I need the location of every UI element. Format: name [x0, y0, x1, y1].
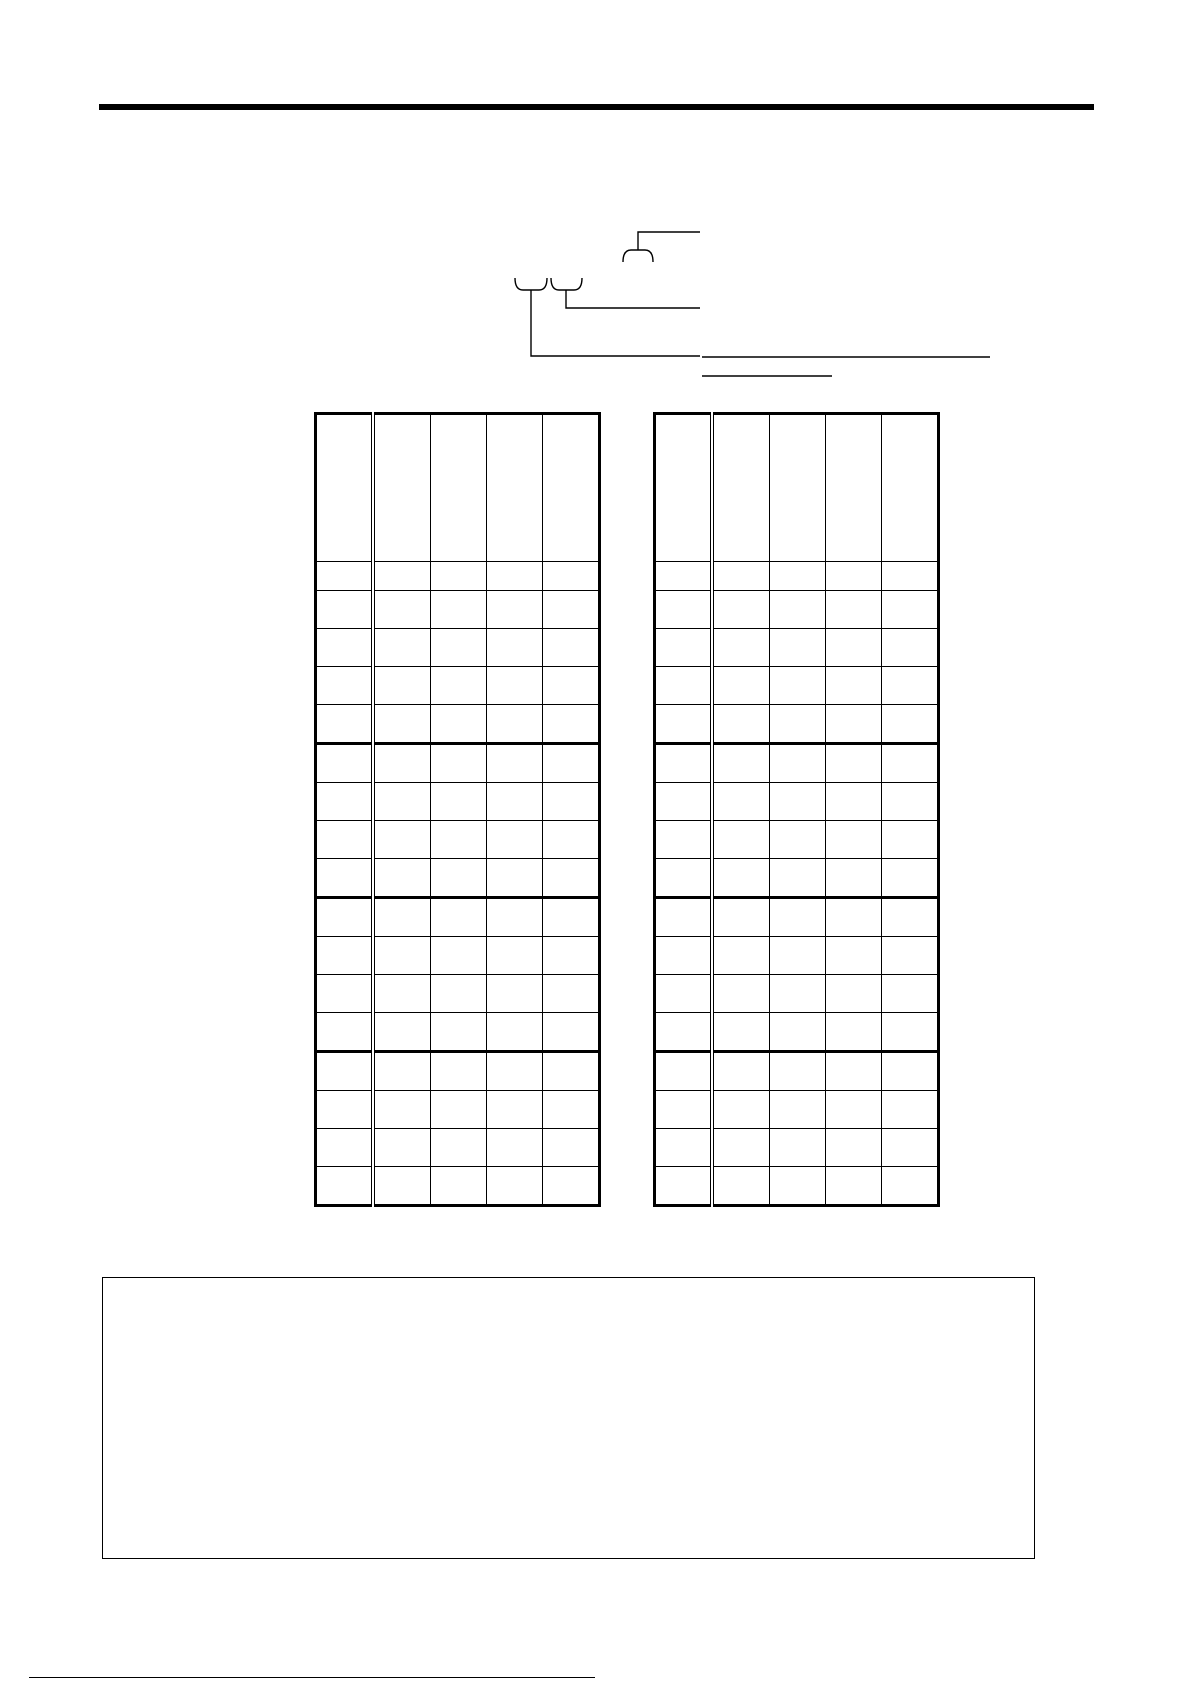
- table-cell: [316, 975, 374, 1013]
- table-cell: [655, 1013, 713, 1052]
- table-cell: [712, 1129, 770, 1167]
- table-cell: [543, 1052, 600, 1091]
- table-cell: [431, 859, 487, 898]
- table-row: [316, 937, 600, 975]
- subheader-cell: [712, 562, 770, 591]
- table-cell: [316, 821, 374, 859]
- leader-top: [638, 232, 700, 250]
- table-cell: [373, 629, 431, 667]
- table-cell: [487, 975, 543, 1013]
- table-cell: [826, 591, 882, 629]
- table-cell: [655, 937, 713, 975]
- table-body-left: [316, 591, 600, 1206]
- table-cell: [655, 629, 713, 667]
- header-cell: [882, 414, 939, 562]
- table-cell: [431, 1052, 487, 1091]
- table-cell: [655, 705, 713, 744]
- table-cell: [487, 1129, 543, 1167]
- table-cell: [712, 1091, 770, 1129]
- table-cell: [373, 975, 431, 1013]
- table-cell: [316, 1167, 374, 1206]
- table-row: [655, 591, 939, 629]
- table-cell: [770, 1013, 826, 1052]
- table-cell: [431, 1129, 487, 1167]
- table-row: [316, 783, 600, 821]
- table-cell: [431, 821, 487, 859]
- table-cell: [431, 744, 487, 783]
- table-cell: [316, 1129, 374, 1167]
- table-cell: [770, 859, 826, 898]
- table-cell: [316, 1013, 374, 1052]
- table-cell: [373, 1167, 431, 1206]
- table-row: [316, 859, 600, 898]
- table-cell: [487, 937, 543, 975]
- table-row: [655, 975, 939, 1013]
- table-row: [316, 1052, 600, 1091]
- table-cell: [431, 1013, 487, 1052]
- table-cell: [316, 1052, 374, 1091]
- table-cell: [826, 975, 882, 1013]
- table-cell: [487, 783, 543, 821]
- table-cell: [487, 667, 543, 705]
- table-cell: [487, 705, 543, 744]
- table-row: [655, 821, 939, 859]
- header-cell: [487, 414, 543, 562]
- table-cell: [487, 629, 543, 667]
- table-cell: [431, 667, 487, 705]
- table-cell: [882, 667, 939, 705]
- table-cell: [770, 975, 826, 1013]
- table-cell: [882, 1129, 939, 1167]
- table-cell: [770, 898, 826, 937]
- table-cell: [316, 937, 374, 975]
- table-cell: [373, 937, 431, 975]
- bracket-right: [551, 278, 582, 290]
- table-cell: [770, 629, 826, 667]
- table-row: [316, 629, 600, 667]
- table-cell: [826, 1052, 882, 1091]
- table-cell: [431, 591, 487, 629]
- table-header-row: [316, 414, 600, 562]
- table-cell: [487, 859, 543, 898]
- header-cell: [316, 414, 374, 562]
- table-cell: [543, 898, 600, 937]
- table-cell: [487, 898, 543, 937]
- bit-table-left: [314, 412, 601, 1207]
- table-cell: [882, 744, 939, 783]
- table-cell: [543, 937, 600, 975]
- table-row: [655, 1013, 939, 1052]
- table-cell: [543, 859, 600, 898]
- table-cell: [487, 744, 543, 783]
- table-cell: [373, 744, 431, 783]
- table-cell: [373, 821, 431, 859]
- table-cell: [655, 859, 713, 898]
- table-cell: [712, 1013, 770, 1052]
- table-cell: [712, 591, 770, 629]
- table-cell: [316, 1091, 374, 1129]
- table-cell: [712, 821, 770, 859]
- table-cell: [373, 1013, 431, 1052]
- table-cell: [487, 821, 543, 859]
- table-cell: [655, 1129, 713, 1167]
- bracket-left: [515, 278, 547, 290]
- table-cell: [316, 705, 374, 744]
- table-cell: [712, 629, 770, 667]
- table-cell: [882, 783, 939, 821]
- table-cell: [826, 898, 882, 937]
- table-cell: [543, 629, 600, 667]
- table-cell: [882, 937, 939, 975]
- table-cell: [882, 975, 939, 1013]
- table-cell: [826, 667, 882, 705]
- table-cell: [770, 1052, 826, 1091]
- table-cell: [373, 783, 431, 821]
- table-cell: [655, 975, 713, 1013]
- table-cell: [431, 937, 487, 975]
- table-row: [655, 1167, 939, 1206]
- table-cell: [431, 1091, 487, 1129]
- subheader-cell: [316, 562, 374, 591]
- bit-table-right: [653, 412, 940, 1207]
- table-cell: [826, 821, 882, 859]
- table-cell: [882, 1013, 939, 1052]
- table-cell: [770, 591, 826, 629]
- table-row: [316, 705, 600, 744]
- table-cell: [487, 1013, 543, 1052]
- table-cell: [826, 1091, 882, 1129]
- table-cell: [770, 783, 826, 821]
- table-row: [316, 591, 600, 629]
- table-cell: [316, 667, 374, 705]
- table-cell: [316, 591, 374, 629]
- subheader-cell: [431, 562, 487, 591]
- table-cell: [655, 744, 713, 783]
- table-cell: [373, 859, 431, 898]
- table-cell: [487, 1091, 543, 1129]
- table-cell: [543, 744, 600, 783]
- bracket-top: [623, 250, 653, 262]
- table-row: [316, 975, 600, 1013]
- table-row: [655, 1129, 939, 1167]
- table-cell: [712, 744, 770, 783]
- table-row: [316, 1167, 600, 1206]
- table-cell: [487, 1167, 543, 1206]
- table-cell: [882, 705, 939, 744]
- table-cell: [431, 1167, 487, 1206]
- leader-bottom: [531, 290, 700, 356]
- table-cell: [882, 898, 939, 937]
- table-cell: [712, 1052, 770, 1091]
- table-cell: [431, 629, 487, 667]
- table-subheader-row: [316, 562, 600, 591]
- table-cell: [826, 629, 882, 667]
- table-cell: [826, 1129, 882, 1167]
- table-row: [655, 744, 939, 783]
- table-cell: [712, 667, 770, 705]
- table-cell: [373, 591, 431, 629]
- table-cell: [316, 783, 374, 821]
- table-cell: [316, 629, 374, 667]
- table-row: [655, 783, 939, 821]
- table-row: [316, 821, 600, 859]
- table-cell: [543, 591, 600, 629]
- leader-middle: [566, 290, 700, 308]
- table-cell: [543, 783, 600, 821]
- table-row: [316, 1091, 600, 1129]
- table-cell: [770, 744, 826, 783]
- header-cell: [373, 414, 431, 562]
- table-row: [655, 667, 939, 705]
- header-cell: [826, 414, 882, 562]
- table-cell: [431, 705, 487, 744]
- table-cell: [712, 975, 770, 1013]
- table-cell: [373, 667, 431, 705]
- table-cell: [826, 1167, 882, 1206]
- table-cell: [712, 898, 770, 937]
- table-cell: [770, 937, 826, 975]
- table-cell: [655, 1167, 713, 1206]
- table-cell: [712, 937, 770, 975]
- table-cell: [373, 898, 431, 937]
- table-cell: [882, 859, 939, 898]
- table-cell: [882, 1091, 939, 1129]
- header-cell: [712, 414, 770, 562]
- subheader-cell: [770, 562, 826, 591]
- header-cell: [655, 414, 713, 562]
- table-row: [655, 1091, 939, 1129]
- table-cell: [655, 1091, 713, 1129]
- header-cell: [431, 414, 487, 562]
- table-cell: [316, 744, 374, 783]
- table-row: [316, 744, 600, 783]
- table-cell: [826, 859, 882, 898]
- footer-rule: [29, 1677, 595, 1678]
- table-cell: [712, 783, 770, 821]
- table-cell: [882, 591, 939, 629]
- table-cell: [882, 629, 939, 667]
- table-cell: [826, 783, 882, 821]
- table-cell: [655, 821, 713, 859]
- table-row: [655, 1052, 939, 1091]
- table-cell: [316, 898, 374, 937]
- table-cell: [770, 667, 826, 705]
- table-cell: [431, 783, 487, 821]
- table-cell: [882, 1052, 939, 1091]
- table-cell: [655, 898, 713, 937]
- header-cell: [543, 414, 600, 562]
- subheader-cell: [487, 562, 543, 591]
- table-row: [316, 1129, 600, 1167]
- table-cell: [655, 667, 713, 705]
- table-cell: [373, 705, 431, 744]
- table-cell: [543, 821, 600, 859]
- table-cell: [655, 1052, 713, 1091]
- table-cell: [770, 821, 826, 859]
- table-cell: [431, 898, 487, 937]
- table-cell: [712, 705, 770, 744]
- table-cell: [826, 1013, 882, 1052]
- table-body-right: [655, 591, 939, 1206]
- table-cell: [770, 705, 826, 744]
- table-row: [655, 898, 939, 937]
- subheader-cell: [882, 562, 939, 591]
- table-cell: [826, 937, 882, 975]
- table-cell: [655, 783, 713, 821]
- table-subheader-row: [655, 562, 939, 591]
- subheader-cell: [655, 562, 713, 591]
- table-cell: [487, 591, 543, 629]
- subheader-cell: [826, 562, 882, 591]
- table-cell: [373, 1091, 431, 1129]
- table-cell: [712, 859, 770, 898]
- note-box: [102, 1277, 1035, 1559]
- table-cell: [543, 705, 600, 744]
- table-row: [316, 898, 600, 937]
- subheader-cell: [543, 562, 600, 591]
- table-cell: [882, 1167, 939, 1206]
- table-cell: [543, 1129, 600, 1167]
- table-cell: [770, 1129, 826, 1167]
- table-cell: [543, 1167, 600, 1206]
- table-header-row: [655, 414, 939, 562]
- table-row: [655, 705, 939, 744]
- table-cell: [543, 975, 600, 1013]
- table-cell: [373, 1129, 431, 1167]
- table-cell: [543, 1013, 600, 1052]
- table-row: [316, 667, 600, 705]
- table-cell: [431, 975, 487, 1013]
- table-cell: [826, 705, 882, 744]
- table-cell: [882, 821, 939, 859]
- table-cell: [712, 1167, 770, 1206]
- table-cell: [373, 1052, 431, 1091]
- table-cell: [543, 667, 600, 705]
- header-cell: [770, 414, 826, 562]
- table-cell: [826, 744, 882, 783]
- table-row: [655, 859, 939, 898]
- table-cell: [655, 591, 713, 629]
- table-cell: [770, 1091, 826, 1129]
- table-row: [655, 937, 939, 975]
- table-cell: [316, 859, 374, 898]
- table-row: [316, 1013, 600, 1052]
- table-cell: [543, 1091, 600, 1129]
- table-cell: [770, 1167, 826, 1206]
- table-cell: [487, 1052, 543, 1091]
- subheader-cell: [373, 562, 431, 591]
- table-row: [655, 629, 939, 667]
